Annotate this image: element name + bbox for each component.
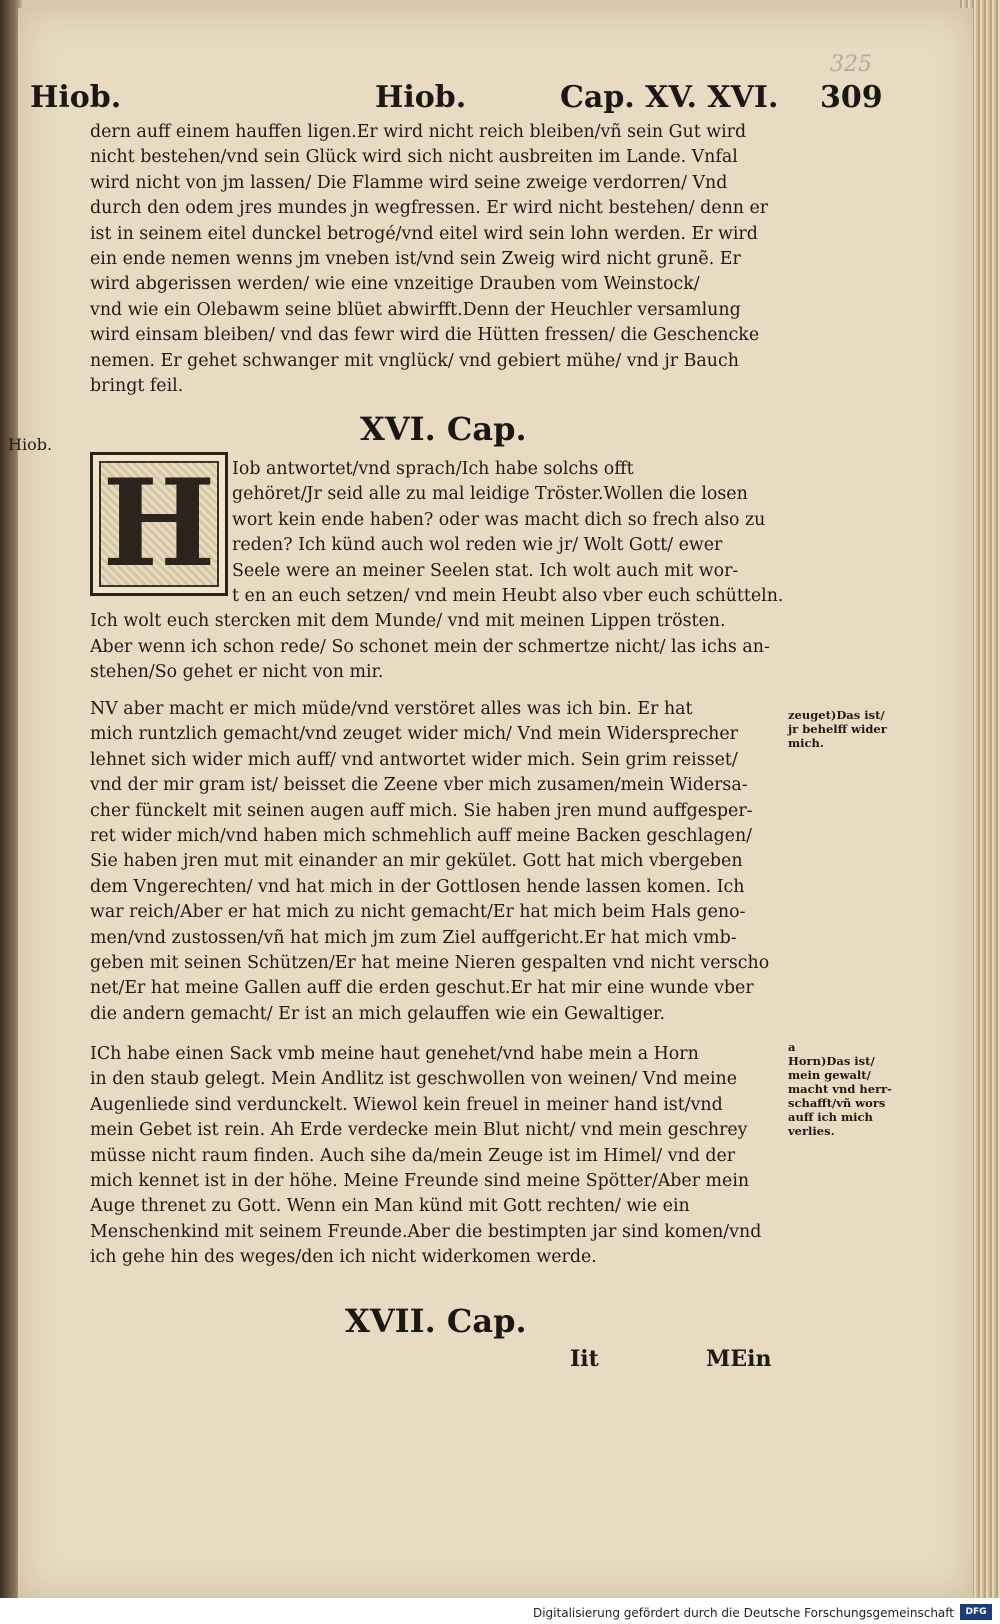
text-line: vnd wie ein Olebawm seine blüet abwirfft.Denn der Heuchler versamlung <box>90 299 741 320</box>
text-line: lehnet sich wider mich auff/ vnd antwortet wider mich. Sein grim reisset/ <box>90 749 738 770</box>
text-line: wird nicht von jm lassen/ Die Flamme wird seine zweige verdorren/ Vnd <box>90 172 728 193</box>
text-line: Iob antwortet/vnd sprach/Ich habe solchs offt <box>232 459 634 479</box>
paragraph-ich-habe-sack <box>90 1042 790 1271</box>
paragraph-nv-aber <box>90 697 790 1027</box>
text-line: mich runtzlich gemacht/vnd zeuget wider mich/ Vnd mein Widersprecher <box>90 724 738 745</box>
chapter-heading-16: XVI. Cap. <box>360 410 527 448</box>
text-line: net/Er hat meine Gallen auff die erden geschut.Er hat mir eine wunde vber <box>90 978 754 999</box>
text-line: ich gehe hin des weges/den ich nicht widerkomen werde. <box>90 1247 597 1268</box>
text-line: NV aber macht er mich müde/vnd verstöret alles was ich bin. Er hat <box>90 699 693 719</box>
text-line: auff ich mich <box>788 1110 873 1124</box>
text-line: bringt feil. <box>90 376 184 397</box>
text-line: gehöret/Jr seid alle zu mal leidige Tröster.Wollen die losen <box>232 484 748 505</box>
running-head-book: Hiob. <box>375 80 467 115</box>
text-line: Ich wolt euch stercken mit dem Munde/ vnd mit meinen Lippen trösten. <box>90 611 726 632</box>
text-line: wird einsam bleiben/ vnd das fewr wird die Hütten fressen/ die Geschencke <box>90 325 760 346</box>
paragraph-chapter15-end <box>90 120 790 399</box>
dfg-logo: DFG <box>960 1604 992 1620</box>
text-line: t en an euch setzen/ vnd mein Heubt also vber euch schütteln. <box>232 586 784 607</box>
chapter-heading-17: XVII. Cap. <box>345 1302 527 1340</box>
text-line: a <box>788 1040 796 1054</box>
text-line: geben mit seinen Schützen/Er hat meine Nieren gespalten vnd nicht verscho <box>90 953 770 974</box>
text-line: die andern gemacht/ Er ist an mich gelauffen wie ein Gewaltiger. <box>90 1003 665 1024</box>
text-line: war reich/Aber er hat mich zu nicht gemacht/Er hat mich beim Hals geno- <box>90 902 746 923</box>
funding-notice: Digitalisierung gefördert durch die Deutsche Forschungsgemeinschaft <box>532 1606 954 1620</box>
text-line: mich. <box>788 736 824 750</box>
text-line: vnd der mir gram ist/ beisset die Zeene vber mich zusamen/mein Widersa- <box>90 775 748 796</box>
text-line: Horn)Das ist/ <box>788 1054 875 1068</box>
text-line: müsse nicht raum finden. Auch sihe da/mein Zeuge ist im Himel/ vnd der <box>90 1145 736 1166</box>
running-head-left: Hiob. <box>30 80 122 115</box>
text-line: nemen. Er gehet schwanger mit vnglück/ vnd gebiert mühe/ vnd jr Bauch <box>90 350 739 371</box>
text-line: macht vnd herr- <box>788 1082 892 1096</box>
text-line: ein ende nemen wenns jm vneben ist/vnd sein Zweig wird nicht grunẽ. Er <box>90 249 741 270</box>
text-line: nicht bestehen/vnd sein Glück wird sich nicht ausbreiten im Lande. Vnfal <box>90 147 738 168</box>
text-line: in den staub gelegt. Mein Andlitz ist geschwollen von weinen/ Vnd meine <box>90 1069 738 1090</box>
text-line: dem Vngerechten/ vnd hat mich in der Gottlosen hende lassen komen. Ich <box>90 876 745 897</box>
text-line: zeuget)Das ist/ <box>788 708 885 722</box>
text-line: Auge threnet zu Gott. Wenn ein Man künd mit Gott rechten/ wie ein <box>90 1196 690 1217</box>
initial-letter: H <box>102 453 216 594</box>
text-line: Menschenkind mit seinem Freunde.Aber die bestimpten jar sind komen/vnd <box>90 1221 762 1242</box>
text-line: Sie haben jren mut mit einander an mir gekület. Gott hat mich vbergeben <box>90 851 743 872</box>
marginal-hiob-label: Hiob. <box>8 435 53 454</box>
catchword-right: MEin <box>706 1346 772 1372</box>
text-line: mich kennet ist in der höhe. Meine Freunde sind meine Spötter/Aber mein <box>90 1171 750 1192</box>
handwritten-folio-number: 325 <box>830 52 872 77</box>
paragraph-job-answers <box>90 453 790 686</box>
page-number: 309 <box>820 80 883 115</box>
text-line: Aber wenn ich schon rede/ So schonet mein der schmertze nicht/ las ichs an- <box>90 636 770 657</box>
running-head-chapter: Cap. XV. XVI. <box>560 80 779 115</box>
text-line: wird abgerissen werden/ wie eine vnzeitige Drauben vom Weinstock/ <box>90 274 700 295</box>
text-line: ICh habe einen Sack vmb meine haut genehet/vnd habe mein a Horn <box>90 1044 699 1064</box>
text-line: mein gewalt/ <box>788 1068 871 1082</box>
text-line: jr behelff wider <box>788 722 887 736</box>
digitization-footer <box>0 1598 1000 1624</box>
text-line: schafft/vñ wors <box>788 1096 886 1110</box>
text-line: reden? Ich künd auch wol reden wie jr/ Wolt Gott/ ewer <box>232 535 723 556</box>
text-line: dern auff einem hauffen ligen.Er wird nicht reich bleiben/vñ sein Gut wird <box>90 122 747 142</box>
text-line: ist in seinem eitel dunckel betrogé/vnd eitel wird sein lohn werden. Er wird <box>90 223 758 244</box>
text-line: durch den odem jres mundes jn wegfressen. Er wird nicht bestehen/ denn er <box>90 198 769 219</box>
text-line: wort kein ende haben? oder was macht dich so frech also zu <box>232 509 766 530</box>
text-line: Augenliede sind verdunckelt. Wiewol kein freuel in meiner hand ist/vnd <box>90 1094 723 1115</box>
text-line: Seele were an meiner Seelen stat. Ich wolt auch mit wor- <box>232 560 739 581</box>
marginal-note-horn <box>788 1040 938 1138</box>
catchword-left: Iit <box>570 1346 599 1372</box>
text-line: verlies. <box>788 1124 835 1138</box>
text-line: men/vnd zustossen/vñ hat mich jm zum Ziel auffgericht.Er hat mich vmb- <box>90 927 737 948</box>
marginal-note-zeuget <box>788 708 938 750</box>
text-line: mein Gebet ist rein. Ah Erde verdecke mein Blut nicht/ vnd mein geschrey <box>90 1120 748 1141</box>
text-line: ret wider mich/vnd haben mich schmehlich auff meine Backen geschlagen/ <box>90 826 753 847</box>
text-line: cher fünckelt mit seinen augen auff mich. Sie haben jren mund auffgesper- <box>90 800 753 821</box>
text-line: stehen/So gehet er nicht von mir. <box>90 662 384 683</box>
